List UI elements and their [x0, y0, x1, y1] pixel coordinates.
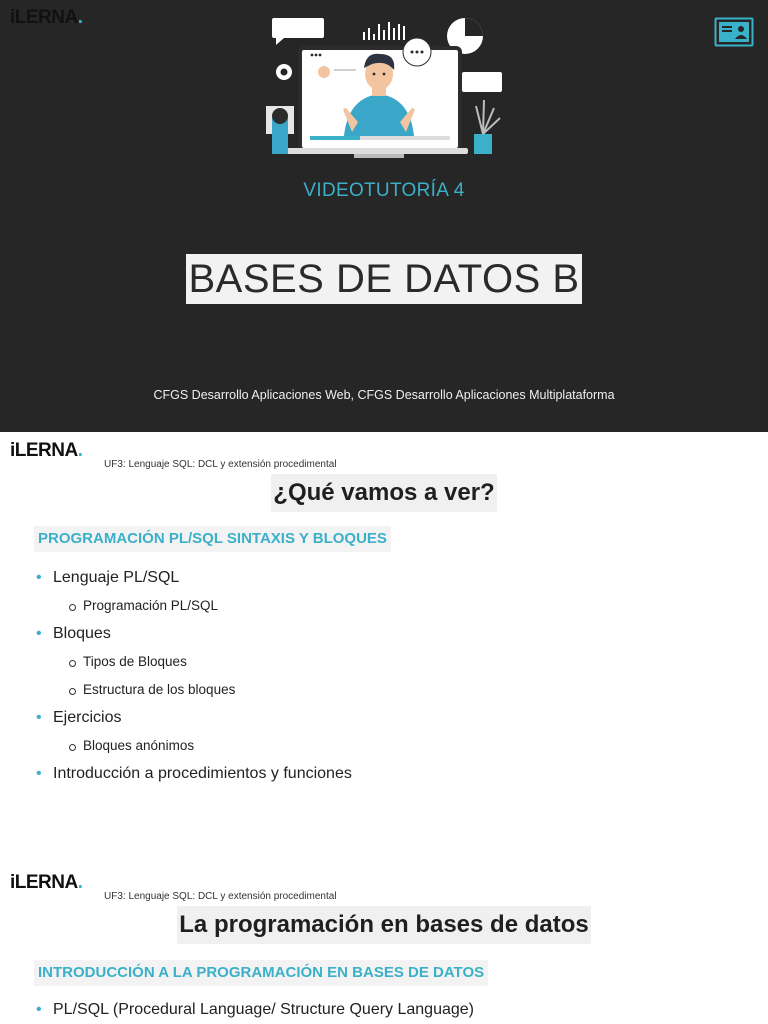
- topic-list: [36, 564, 352, 788]
- agenda-slide: [0, 432, 768, 864]
- list-subitem: Tipos de Bloques: [36, 648, 352, 676]
- list-item: • PL/SQL (Procedural Language/ Structure Query Language): [36, 996, 474, 1024]
- cover-title-container: [0, 254, 768, 304]
- list-item: • Bloques: [36, 620, 352, 648]
- section-heading: PROGRAMACIÓN PL/SQL SINTAXIS Y BLOQUES: [34, 526, 391, 552]
- unit-label: UF3: Lenguaje SQL: DCL y extensión procedimental: [104, 459, 337, 470]
- presentation-icon: [714, 17, 754, 47]
- heading-container: [0, 474, 768, 512]
- unit-label: UF3: Lenguaje SQL: DCL y extensión procedimental: [104, 891, 337, 902]
- cover-subtitle: VIDEOTUTORÍA 4: [303, 180, 465, 201]
- intro-slide: [0, 864, 768, 1024]
- heading-container: [0, 906, 768, 944]
- slide-heading: ¿Qué vamos a ver?: [271, 474, 496, 512]
- cover-slide: [0, 0, 768, 432]
- slide-heading: La programación en bases de datos: [177, 906, 590, 944]
- topic-list: [36, 996, 474, 1024]
- brand-logo: iLERNA.: [10, 7, 83, 28]
- cover-title: BASES DE DATOS B: [186, 254, 581, 304]
- brand-logo: iLERNA.: [10, 872, 83, 893]
- video-lesson-illustration-icon: [262, 14, 512, 160]
- list-item: • Introducción a procedimientos y funciones: [36, 760, 352, 788]
- list-subitem: Estructura de los bloques: [36, 676, 352, 704]
- brand-logo: iLERNA.: [10, 440, 83, 461]
- list-subitem: Programación PL/SQL: [36, 592, 352, 620]
- list-item: • Ejercicios: [36, 704, 352, 732]
- list-subitem: Bloques anónimos: [36, 732, 352, 760]
- list-item: • Lenguaje PL/SQL: [36, 564, 352, 592]
- cover-footer: CFGS Desarrollo Aplicaciones Web, CFGS Desarrollo Aplicaciones Multiplataforma: [153, 388, 615, 402]
- section-heading: INTRODUCCIÓN A LA PROGRAMACIÓN EN BASES DE DATOS: [34, 960, 488, 986]
